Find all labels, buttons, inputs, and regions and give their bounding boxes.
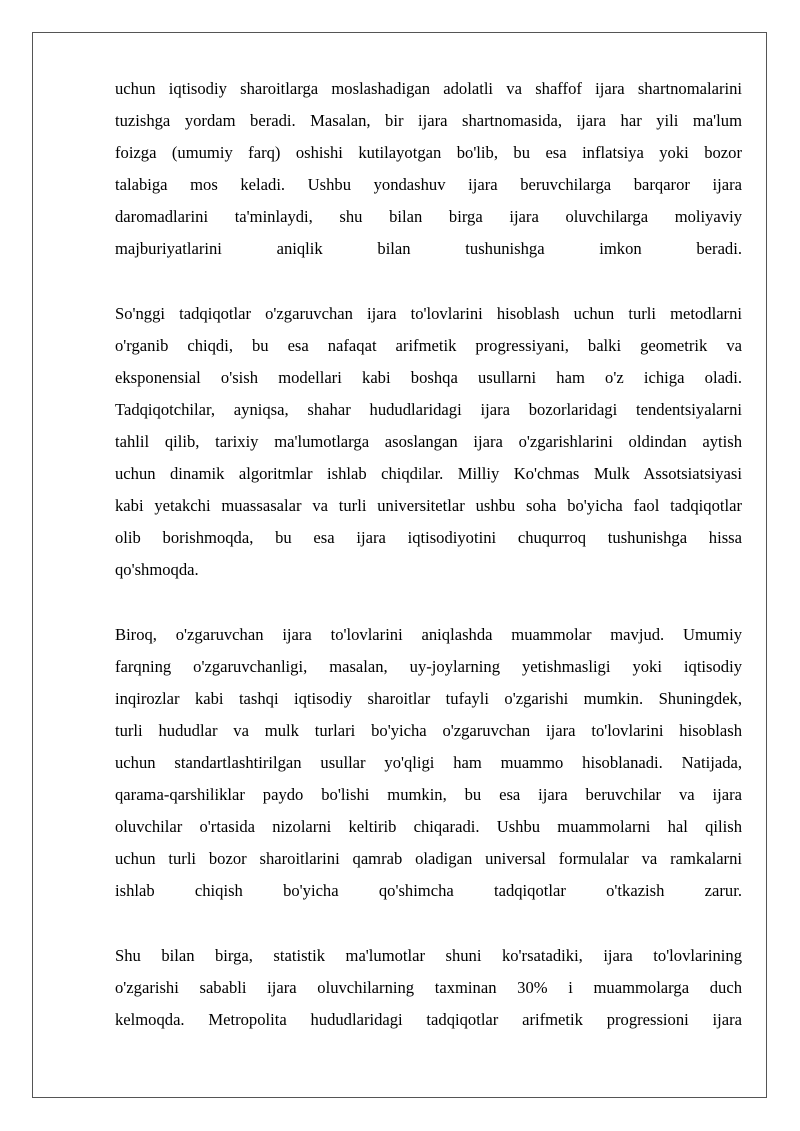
- text-line: turli hududlar va mulk turlari bo'yicha o'zgaruvchan ijara to'lovlarini hisoblash: [115, 720, 742, 740]
- text-line: uchun iqtisodiy sharoitlarga moslashadigan adolatli va shaffof ijara shartnomalarini: [115, 79, 742, 98]
- text-line: kabi yetakchi muassasalar va turli universitetlar ushbu soha bo'yicha faol tadqiqotlar: [115, 496, 742, 516]
- text-line: Shu bilan birga, statistik ma'lumotlar shuni ko'rsatadiki, ijara to'lovlarining: [115, 945, 742, 965]
- paragraph-2: [115, 298, 742, 587]
- paragraph-1: [115, 73, 742, 266]
- document-body: [115, 73, 742, 1068]
- text-line: inqirozlar kabi tashqi iqtisodiy sharoitlar tufayli o'zgarishi mumkin. Shuningdek,: [115, 688, 742, 708]
- text-line: uchun standartlashtirilgan usullar yo'qligi ham muammo hisoblanadi. Natijada,: [115, 752, 742, 772]
- text-line: uchun dinamik algoritmlar ishlab chiqdilar. Milliy Ko'chmas Mulk Assotsiatsiyasi: [115, 464, 742, 484]
- text-line: Biroq, o'zgaruvchan ijara to'lovlarini aniqlashda muammolar mavjud. Umumiy: [115, 624, 742, 644]
- paragraph-3: [115, 619, 742, 908]
- text-line: qarama-qarshiliklar paydo bo'lishi mumkin, bu esa ijara beruvchilar va ijara: [115, 785, 742, 805]
- paragraph-4: [115, 940, 742, 1036]
- text-line: eksponensial o'sish modellari kabi boshqa usullarni ham o'z ichiga oladi.: [115, 367, 742, 387]
- text-line: farqning o'zgaruvchanligi, masalan, uy-joylarning yetishmasligi yoki iqtisodiy: [115, 656, 742, 676]
- text-line: qo'shmoqda.: [115, 560, 199, 580]
- text-line: o'rganib chiqdi, bu esa nafaqat arifmetik progressiyani, balki geometrik va: [115, 335, 742, 355]
- text-line: Tadqiqotchilar, ayniqsa, shahar hududlaridagi ijara bozorlaridagi tendentsiyalarni: [115, 399, 742, 419]
- text-line: tahlil qilib, tarixiy ma'lumotlarga asoslangan ijara o'zgarishlarini oldindan aytish: [115, 432, 742, 452]
- text-line: o'zgarishi sababli ijara oluvchilarning taxminan 30% i muammolarga duch: [115, 977, 742, 997]
- text-line: daromadlarini ta'minlaydi, shu bilan birga ijara oluvchilarga moliyaviy: [115, 207, 742, 227]
- text-line: tuzishga yordam beradi. Masalan, bir ijara shartnomasida, ijara har yili ma'lum: [115, 111, 742, 131]
- text-line: talabiga mos keladi. Ushbu yondashuv ijara beruvchilarga barqaror ijara: [115, 175, 742, 195]
- text-line: foizga (umumiy farq) oshishi kutilayotgan bo'lib, bu esa inflatsiya yoki bozor: [115, 143, 742, 163]
- text-line: kelmoqda. Metropolita hududlaridagi tadqiqotlar arifmetik progressioni ijara: [115, 1009, 742, 1029]
- text-line: uchun turli bozor sharoitlarini qamrab oladigan universal formulalar va ramkalarni: [115, 849, 742, 869]
- text-line: olib borishmoqda, bu esa ijara iqtisodiyotini chuqurroq tushunishga hissa: [115, 528, 742, 548]
- text-line: oluvchilar o'rtasida nizolarni keltirib chiqaradi. Ushbu muammolarni hal qilish: [115, 817, 742, 837]
- text-line: ishlab chiqish bo'yicha qo'shimcha tadqiqotlar o'tkazish zarur.: [115, 881, 742, 901]
- text-line: So'nggi tadqiqotlar o'zgaruvchan ijara to'lovlarini hisoblash uchun turli metodlarni: [115, 303, 742, 323]
- text-line: majburiyatlarini aniqlik bilan tushunishga imkon beradi.: [115, 239, 742, 259]
